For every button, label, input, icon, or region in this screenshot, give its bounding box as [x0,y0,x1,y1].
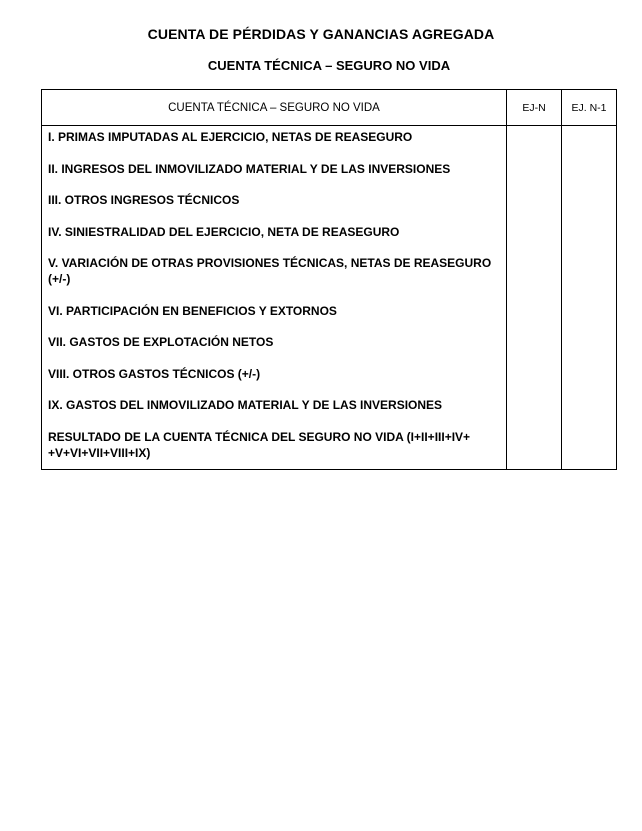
current-year-values-cell [507,126,562,470]
technical-account-table [41,89,617,470]
concepts-cell [42,126,507,470]
row-primas-imputadas: I. PRIMAS IMPUTADAS AL EJERCICIO, NETAS DE REASEGURO [48,130,413,144]
table-header-row [42,90,617,126]
header-previous-year: EJ. N-1 [562,90,617,126]
row-gastos-explotacion: VII. GASTOS DE EXPLOTACIÓN NETOS [48,335,274,349]
row-ingresos-inmovilizado: II. INGRESOS DEL INMOVILIZADO MATERIAL Y DE LAS INVERSIONES [48,161,451,176]
row-otros-ingresos-tecnicos: III. OTROS INGRESOS TÉCNICOS [48,193,240,207]
header-concept: CUENTA TÉCNICA – SEGURO NO VIDA [42,90,507,126]
page-subtitle: CUENTA TÉCNICA – SEGURO NO VIDA [207,58,451,73]
row-gastos-inmovilizado: IX. GASTOS DEL INMOVILIZADO MATERIAL Y DE LAS INVERSIONES [48,398,443,412]
row-siniestralidad: IV. SINIESTRALIDAD DEL EJERCICIO, NETA DE REASEGURO [48,224,400,239]
row-participacion-beneficios: VI. PARTICIPACIÓN EN BENEFICIOS Y EXTORNOS [48,303,337,318]
row-resultado-cuenta-tecnica: RESULTADO DE LA CUENTA TÉCNICA DEL SEGURO NO VIDA (I+II+III+IV+ +V+VI+VII+VIII+IX) [48,429,471,460]
header-current-year: EJ-N [507,90,562,126]
row-variacion-provisiones: V. VARIACIÓN DE OTRAS PROVISIONES TÉCNICAS, NETAS DE REASEGURO (+/-) [48,256,492,286]
page-title: CUENTA DE PÉRDIDAS Y GANANCIAS AGREGADA [147,26,495,42]
row-otros-gastos-tecnicos: VIII. OTROS GASTOS TÉCNICOS (+/-) [48,366,261,381]
previous-year-values-cell [562,126,617,470]
table-body-row [42,126,617,470]
